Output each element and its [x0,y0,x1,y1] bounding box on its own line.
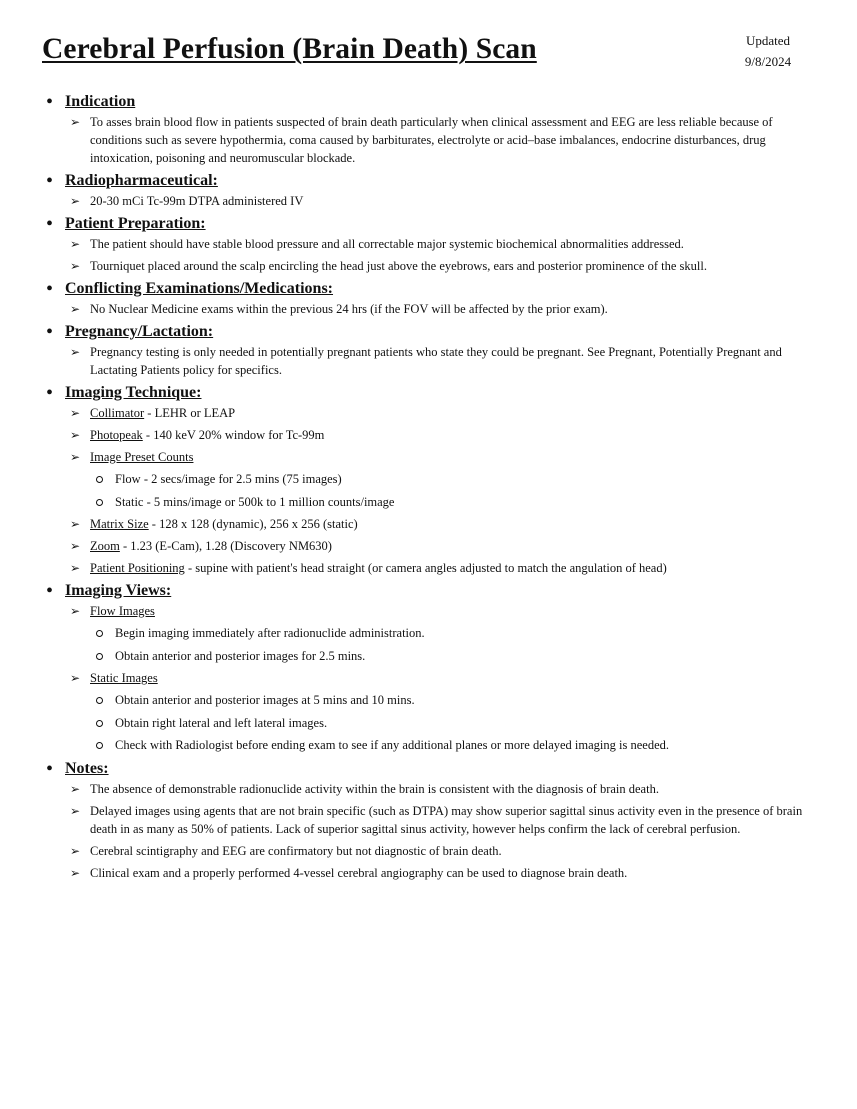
sub-list-item [90,736,817,754]
circle-bullet-icon [96,653,103,660]
item-text: - LEHR or LEAP [144,406,236,420]
list-item [65,404,857,422]
list-item [65,802,857,838]
list-item [65,426,857,444]
arrow-bullet-icon: ➢ [70,302,81,316]
sub-list-item [90,714,817,732]
list-item [65,559,857,577]
item-label: Flow Images [90,604,155,618]
circle-bullet-icon [96,697,103,704]
arrow-bullet-icon: ➢ [70,865,81,880]
arrow-bullet-icon: ➢ [70,561,81,575]
item-label: Patient Positioning [90,561,185,575]
section-heading: Pregnancy/Lactation: [65,323,214,340]
list-item [65,113,857,167]
list-item [65,780,857,798]
bullet-icon: • [46,170,54,192]
circle-bullet-icon [96,720,103,727]
updated-label: Updated [745,33,791,48]
item-text: - 128 x 128 (dynamic), 256 x 256 (static) [148,517,358,531]
item-text: - 1.23 (E-Cam), 1.28 (Discovery NM630) [119,539,332,553]
arrow-bullet-icon: ➢ [70,428,81,442]
sub-item-text: Obtain anterior and posterior images for 2.5 mins. [115,648,366,663]
updated-date: 9/8/2024 [744,54,792,69]
bullet-icon: • [46,580,54,602]
arrow-bullet-icon: ➢ [70,237,81,251]
sub-list-item [90,647,817,665]
list-item [65,235,857,253]
sub-list-item [90,493,817,511]
page-title: Cerebral Perfusion (Brain Death) Scan [42,33,537,65]
arrow-bullet-icon: ➢ [70,194,81,208]
item-text: To asses brain blood flow in patients suspected of brain death particularly when clinical assessment and EEG are less reliable because of conditions such as severe hypothermia, coma caused by barbiturates, electrolyte or acid–base imbalances, endocrine disturbances, drug intoxication, poisoning and neuromuscular blockade. [90,115,773,165]
sub-list-item [90,470,817,488]
arrow-bullet-icon: ➢ [70,671,81,685]
section-indication [0,92,857,167]
list-item [65,537,857,555]
section-patient-preparation [0,214,857,275]
sub-item-text: Obtain anterior and posterior images at 5 mins and 10 mins. [115,693,415,707]
list-item [65,343,857,379]
list-item [65,192,857,210]
arrow-bullet-icon: ➢ [70,803,81,818]
section-imaging-views [0,581,857,754]
circle-bullet-icon [96,476,103,483]
arrow-bullet-icon: ➢ [70,345,81,359]
item-text: The patient should have stable blood pressure and all correctable major systemic biochemical abnormalities addressed. [90,237,684,251]
list-item [65,515,857,533]
list-item [65,842,857,860]
sub-list-item [90,624,817,642]
section-heading: Conflicting Examinations/Medications: [65,280,334,297]
item-label: Photopeak [90,428,143,442]
item-text: 20-30 mCi Tc-99m DTPA administered IV [90,194,304,208]
item-label: Image Preset Counts [90,450,194,464]
arrow-bullet-icon: ➢ [70,406,81,420]
item-text: No Nuclear Medicine exams within the previous 24 hrs (if the FOV will be affected by the prior exam). [90,302,608,316]
arrow-bullet-icon: ➢ [70,843,81,858]
item-text: Cerebral scintigraphy and EEG are confirmatory but not diagnostic of brain death. [90,843,502,858]
sub-item-text: Begin imaging immediately after radionuclide administration. [115,626,425,640]
section-heading: Patient Preparation: [65,215,206,232]
item-text: Delayed images using agents that are not brain specific (such as DTPA) may show superior sagittal sinus activity even in the presence of brain death in as many as 50% of patients. Lack of superior sagittal sinus activity, however helps confirm the lack of cerebral perfusion. [90,803,803,836]
arrow-bullet-icon: ➢ [70,604,81,618]
section-pregnancy-lactation [0,322,857,379]
sub-item-text: Check with Radiologist before ending exam to see if any additional planes or more delayed imaging is needed. [115,738,670,752]
bullet-icon: • [46,321,54,343]
list-item [65,669,857,754]
bullet-icon: • [46,757,54,780]
bullet-icon: • [46,213,54,235]
item-text: - supine with patient's head straight (or camera angles adjusted to match the angulation of head) [184,561,667,575]
item-text: The absence of demonstrable radionuclide activity within the brain is consistent with the diagnosis of brain death. [90,781,659,796]
item-text: Tourniquet placed around the scalp encircling the head just above the eyebrows, ears and posterior prominence of the skull. [90,259,707,273]
list-item [65,448,857,511]
arrow-bullet-icon: ➢ [70,115,81,129]
circle-bullet-icon [96,499,103,506]
section-radiopharmaceutical [0,171,857,210]
circle-bullet-icon [96,742,103,749]
sub-list-item [90,691,817,709]
list-item [65,602,857,665]
sub-item-text: Flow - 2 secs/image for 2.5 mins (75 images) [115,472,342,486]
sub-item-text: Obtain right lateral and left lateral images. [115,715,328,730]
item-text: Clinical exam and a properly performed 4-vessel cerebral angiography can be used to diagnose brain death. [90,865,628,880]
item-label: Matrix Size [90,517,149,531]
section-imaging-technique [0,383,857,577]
item-label: Collimator [90,406,145,420]
item-label: Zoom [90,539,120,553]
sub-item-text: Static - 5 mins/image or 500k to 1 million counts/image [115,494,395,509]
arrow-bullet-icon: ➢ [70,539,81,553]
section-heading: Imaging Technique: [65,384,202,401]
list-item [65,300,857,318]
arrow-bullet-icon: ➢ [70,259,81,273]
item-text: Pregnancy testing is only needed in potentially pregnant patients who state they could be pregnant. See Pregnant, Potentially Pregnant and Lactating Patients policy for specifics. [90,345,782,377]
list-item [65,257,857,275]
updated-stamp [726,30,810,72]
section-heading: Notes: [65,759,109,777]
circle-bullet-icon [96,630,103,637]
section-notes [0,759,857,882]
bullet-icon: • [46,278,54,300]
arrow-bullet-icon: ➢ [70,450,81,464]
bullet-icon: • [46,91,54,113]
list-item [65,864,857,882]
section-heading: Indication [65,93,136,110]
arrow-bullet-icon: ➢ [70,517,81,531]
document-body [0,92,857,886]
item-label: Static Images [90,671,158,685]
item-text: - 140 keV 20% window for Tc-99m [142,428,325,442]
bullet-icon: • [46,382,54,404]
section-heading: Imaging Views: [65,582,172,599]
section-conflicting-examinations-medications [0,279,857,318]
arrow-bullet-icon: ➢ [70,781,81,796]
section-heading: Radiopharmaceutical: [65,172,218,189]
